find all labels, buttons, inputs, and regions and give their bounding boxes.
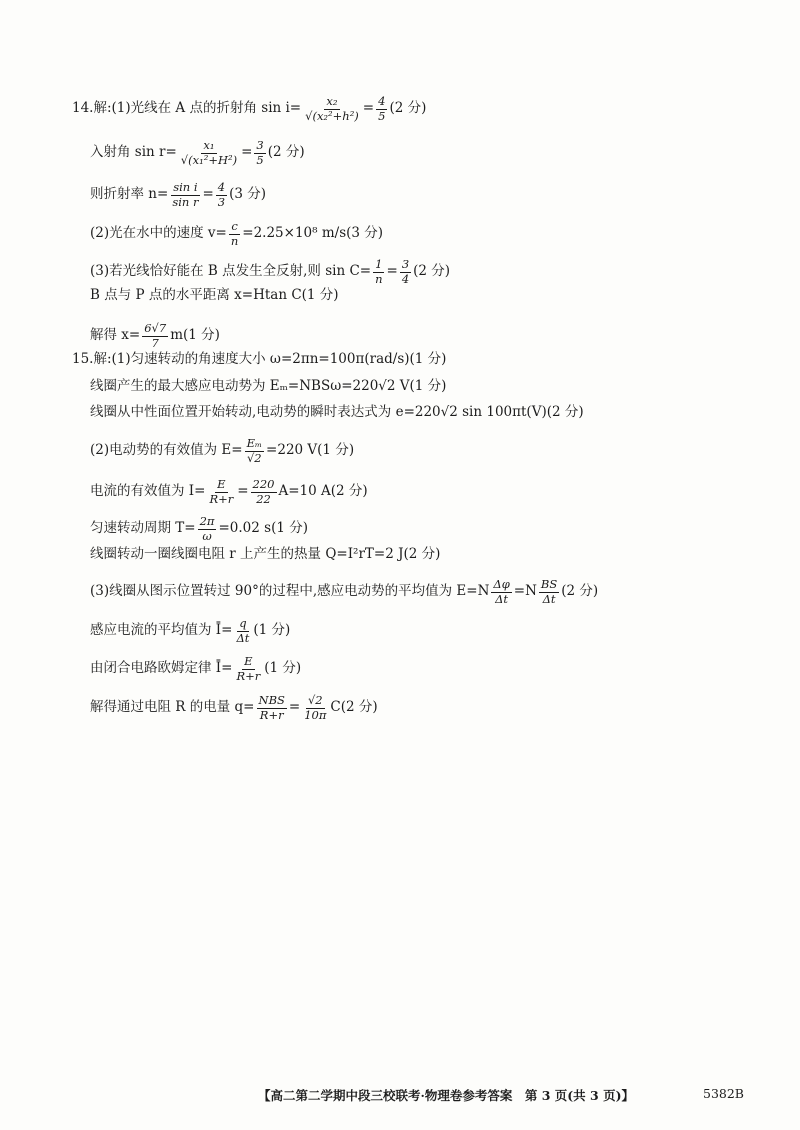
- fraction-numerator: q: [239, 616, 247, 630]
- q15-line-10: [90, 656, 301, 682]
- text-run: =: [288, 699, 301, 716]
- fraction: [302, 695, 328, 721]
- fraction-numerator: 2π: [199, 514, 215, 528]
- fraction-numerator: sin i: [173, 180, 198, 194]
- fraction-denominator: sin r: [172, 194, 199, 209]
- document-code: 5382B: [703, 1086, 744, 1101]
- q15-line-6: [90, 516, 308, 542]
- text-run: =: [386, 263, 398, 280]
- fraction-denominator: R+r: [236, 668, 261, 683]
- fraction-numerator: 1: [375, 257, 383, 271]
- fraction-numerator: NBS: [258, 693, 285, 707]
- text-run: 感应电流的平均值为 Ī=: [90, 622, 233, 639]
- fraction: [400, 259, 411, 285]
- fraction-denominator: 5: [378, 108, 386, 123]
- text-run: =: [241, 144, 253, 161]
- text-run: (2)光在水中的速度 v=: [90, 225, 227, 242]
- fraction-numerator: Δφ: [493, 577, 510, 591]
- fraction: [245, 438, 264, 464]
- fraction: [491, 579, 511, 605]
- text-run: (3)线圈从图示位置转过 90°的过程中,感应电动势的平均值为 E=N: [90, 583, 490, 600]
- text-run: (2 分): [389, 100, 427, 117]
- fraction-denominator: √(x₂²+h²): [305, 108, 359, 123]
- text-run: B 点与 P 点的水平距离 x=Htan C(1 分): [90, 287, 339, 303]
- fraction: [234, 618, 251, 644]
- q15-line-2: [90, 380, 446, 394]
- text-run: 线圈从中性面位置开始转动,电动势的瞬时表达式为 e=220√2 sin 100πt(V)(2 分): [90, 404, 584, 420]
- q14-line-7: [90, 323, 220, 349]
- q15-line-8: [90, 579, 598, 605]
- text-run: (2)电动势的有效值为 E=: [90, 442, 243, 459]
- fraction: [207, 479, 235, 505]
- fraction-numerator: 4: [378, 94, 386, 108]
- fraction: [142, 323, 168, 349]
- q15-line-4: [90, 438, 354, 464]
- text-run: (2 分): [267, 144, 305, 161]
- fraction-numerator: c: [231, 219, 238, 233]
- q14-line-4: [90, 221, 383, 247]
- fraction-numerator: 3: [401, 257, 410, 271]
- text-run: (2 分): [561, 583, 599, 600]
- fraction-numerator: 6√7: [144, 321, 167, 335]
- fraction-numerator: E: [217, 477, 226, 491]
- text-run: (1 分): [253, 622, 291, 639]
- page-footer: 【高二第二学期中段三校联考·物理卷参考答案 第 3 页(共 3 页)】: [258, 1088, 634, 1103]
- q15-line-7: [90, 548, 440, 562]
- text-run: 电流的有效值为 I=: [90, 483, 206, 500]
- text-run: 解得通过电阻 R 的电量 q=: [90, 699, 255, 716]
- fraction-numerator: √2: [307, 693, 323, 707]
- fraction: [539, 579, 559, 605]
- q14-line-6: [90, 289, 339, 303]
- text-run: =N: [513, 583, 537, 600]
- text-run: =220 V(1 分): [266, 442, 355, 459]
- fraction: [373, 259, 384, 285]
- fraction: [303, 96, 361, 122]
- q15-line-5: [90, 479, 368, 505]
- fraction-numerator: E: [244, 654, 253, 668]
- fraction-denominator: 4: [401, 271, 410, 286]
- fraction-numerator: 3: [256, 138, 264, 152]
- q14-line-5: [90, 259, 450, 285]
- text-run: C(2 分): [330, 699, 378, 716]
- text-run: =0.02 s(1 分): [218, 520, 308, 537]
- fraction-denominator: Δt: [495, 591, 509, 606]
- fraction: [251, 479, 277, 505]
- q14-line-1: [72, 96, 426, 122]
- fraction-numerator: BS: [540, 577, 558, 591]
- text-run: (1 分): [264, 660, 302, 677]
- fraction-denominator: ω: [202, 528, 212, 543]
- fraction: [229, 221, 240, 247]
- fraction: [216, 182, 227, 208]
- text-run: 由闭合电路欧姆定律 Ī=: [90, 660, 233, 677]
- fraction-numerator: 220: [252, 477, 275, 491]
- fraction: [254, 140, 265, 166]
- fraction-denominator: Δt: [542, 591, 556, 606]
- text-run: 15.解:(1)匀速转动的角速度大小 ω=2πn=100π(rad/s)(1 分): [72, 351, 447, 367]
- fraction-denominator: Δt: [236, 630, 250, 645]
- text-run: =: [362, 100, 375, 117]
- fraction: [198, 516, 217, 542]
- text-run: 匀速转动周期 T=: [90, 520, 196, 537]
- fraction-denominator: R+r: [209, 491, 234, 506]
- q15-line-3: [90, 406, 584, 420]
- q14-line-2: [90, 140, 305, 166]
- text-run: 解得 x=: [90, 327, 141, 344]
- text-run: 14.解:(1)光线在 A 点的折射角 sin i=: [72, 100, 302, 117]
- text-run: =: [202, 186, 214, 203]
- fraction: [257, 695, 287, 721]
- text-run: (3)若光线恰好能在 B 点发生全反射,则 sin C=: [90, 263, 372, 280]
- fraction: [179, 140, 239, 166]
- text-run: A=10 A(2 分): [278, 483, 368, 500]
- fraction-denominator: n: [375, 271, 383, 286]
- fraction: [376, 96, 387, 122]
- fraction: [234, 656, 262, 682]
- fraction-denominator: √(x₁²+H²): [180, 152, 238, 167]
- fraction-numerator: Eₘ: [246, 436, 263, 450]
- fraction-denominator: 7: [151, 335, 159, 350]
- text-run: =: [237, 483, 249, 500]
- fraction-denominator: 22: [256, 491, 271, 506]
- fraction: [170, 182, 200, 208]
- fraction-denominator: 3: [217, 194, 226, 209]
- fraction-denominator: 5: [256, 152, 264, 167]
- text-run: (2 分): [413, 263, 451, 280]
- q14-line-3: [90, 182, 266, 208]
- text-run: 线圈转动一圈线圈电阻 r 上产生的热量 Q=I²rT=2 J(2 分): [90, 546, 441, 562]
- fraction-numerator: 4: [217, 180, 226, 194]
- text-run: 线圈产生的最大感应电动势为 Eₘ=NBSω=220√2 V(1 分): [90, 378, 447, 394]
- fraction-denominator: 10π: [304, 707, 327, 722]
- text-run: m(1 分): [170, 327, 220, 344]
- q15-line-11: [90, 695, 378, 721]
- q15-line-9: [90, 618, 290, 644]
- text-run: =2.25×10⁸ m/s(3 分): [242, 225, 384, 242]
- text-run: 入射角 sin r=: [90, 144, 177, 161]
- fraction-denominator: √2: [246, 450, 262, 465]
- fraction-denominator: n: [230, 233, 239, 248]
- fraction-denominator: R+r: [259, 707, 284, 722]
- fraction-numerator: x₁: [203, 138, 215, 152]
- fraction-numerator: x₂: [326, 94, 338, 108]
- text-run: (3 分): [229, 186, 267, 203]
- text-run: 则折射率 n=: [90, 186, 169, 203]
- q15-line-1: [72, 353, 446, 367]
